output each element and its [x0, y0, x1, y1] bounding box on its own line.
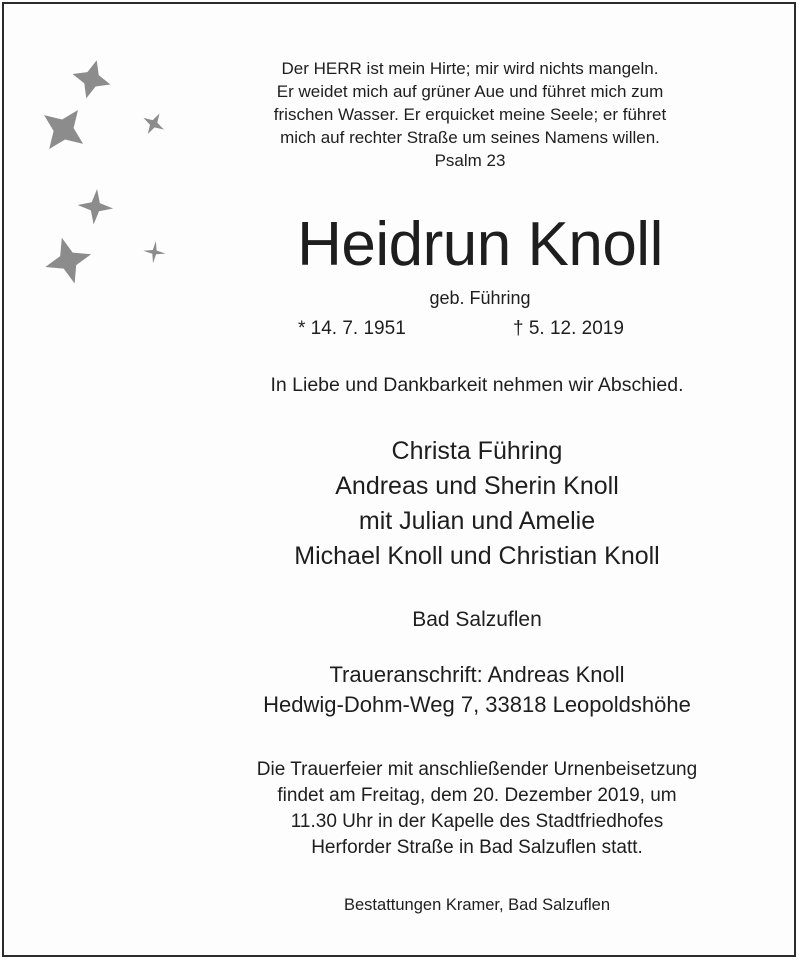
- psalm-quote: [70, 57, 800, 172]
- farewell-text: In Liebe und Dankbarkeit nehmen wir Abschied.: [270, 374, 684, 396]
- mourning-address: [77, 660, 800, 720]
- ceremony-line: 11.30 Uhr in der Kapelle des Stadtfriedhofes: [290, 811, 664, 832]
- address-line: Traueranschrift: Andreas Knoll: [329, 662, 625, 687]
- place: Bad Salzuflen: [412, 608, 542, 631]
- deceased-name: Heidrun Knoll: [297, 210, 663, 279]
- address-line: Hedwig-Dohm-Weg 7, 33818 Leopoldshöhe: [263, 692, 691, 717]
- ceremony-info: [77, 757, 800, 861]
- ceremony-line: Herforder Straße in Bad Salzuflen statt.: [311, 837, 643, 858]
- ceremony-line: findet am Freitag, dem 20. Dezember 2019, um: [277, 785, 677, 806]
- mourners-list: [77, 434, 800, 574]
- psalm-source: Psalm 23: [434, 151, 506, 170]
- mourner: mit Julian und Amelie: [358, 507, 596, 535]
- psalm-line: mich auf rechter Straße um seines Namens willen.: [280, 128, 660, 147]
- birth-name: geb. Führing: [429, 288, 531, 308]
- mourner: Michael Knoll und Christian Knoll: [294, 542, 660, 570]
- mourner: Christa Führing: [391, 437, 563, 465]
- psalm-line: frischen Wasser. Er erquicket meine Seele; er führet: [273, 105, 667, 124]
- psalm-line: Er weidet mich auf grüner Aue und führet mich zum: [276, 82, 664, 101]
- death-date: † 5. 12. 2019: [513, 318, 624, 339]
- birth-date: * 14. 7. 1951: [298, 318, 406, 339]
- funeral-home: Bestattungen Kramer, Bad Salzuflen: [344, 896, 610, 914]
- psalm-line: Der HERR ist mein Hirte; mir wird nichts mangeln.: [281, 59, 659, 78]
- mourner: Andreas und Sherin Knoll: [335, 472, 619, 500]
- ceremony-line: Die Trauerfeier mit anschließender Urnenbeisetzung: [256, 759, 698, 780]
